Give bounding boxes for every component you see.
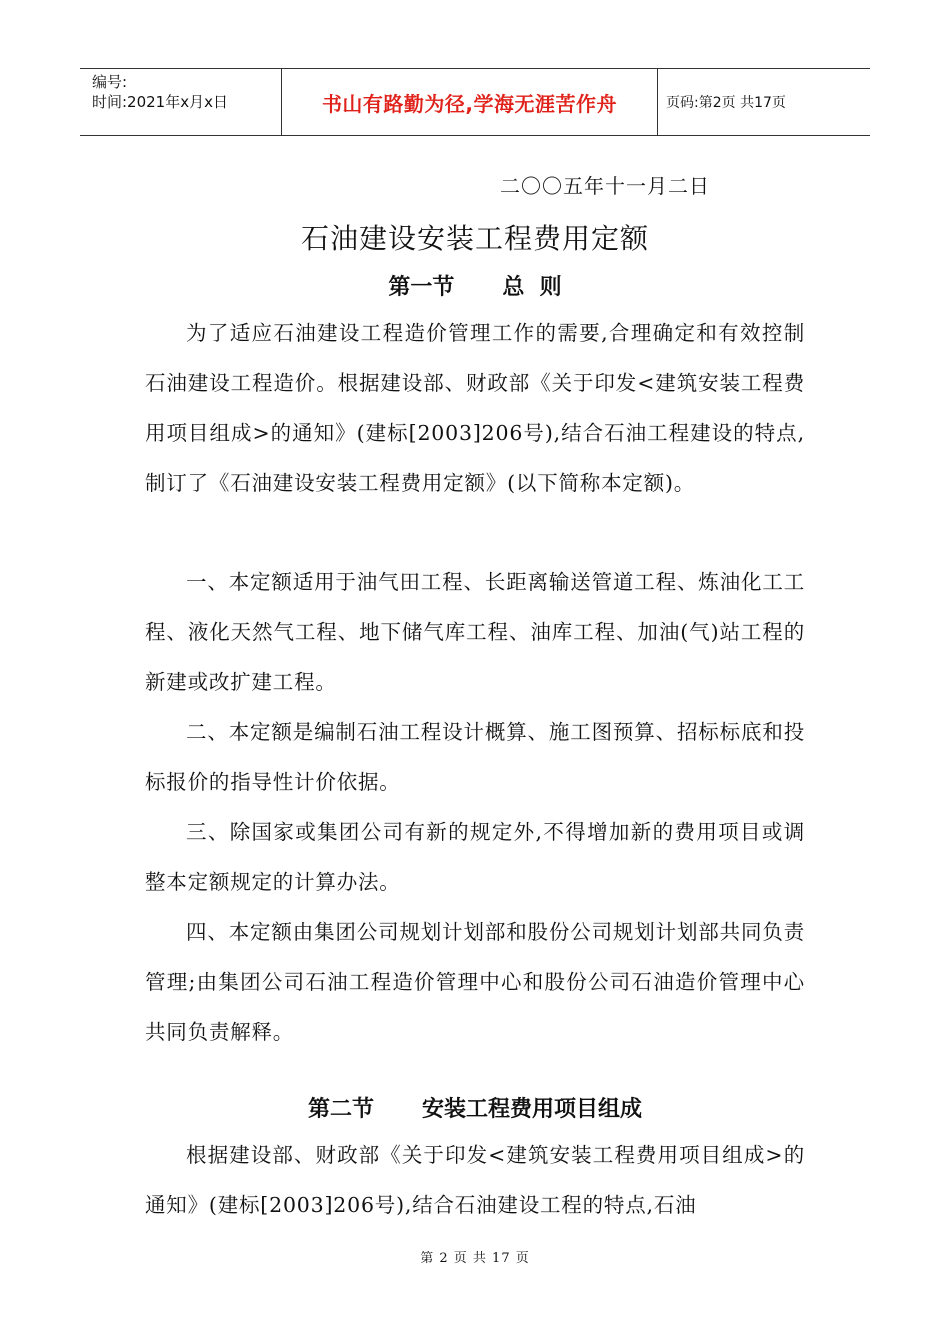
header-motto-cell <box>282 69 658 135</box>
item-paragraph-3: 三、除国家或集团公司有新的规定外,不得增加新的费用项目或调整本定额规定的计算办法。 <box>145 820 805 894</box>
document-date: 二〇〇五年十一月二日 <box>500 174 710 198</box>
section-2-number: 第二节 <box>307 1097 374 1122</box>
section-2-paragraph: 根据建设部、财政部《关于印发<建筑安装工程费用项目组成>的通知》(建标[2003]206号),结合石油建设工程的特点,石油 <box>145 1143 805 1217</box>
intro-paragraph: 为了适应石油建设工程造价管理工作的需要,合理确定和有效控制石油建设工程造价。根据建设部、财政部《关于印发<建筑安装工程费用项目组成>的通知》(建标[2003]206号),结合石油工程建设的特点,制订了《石油建设安装工程费用定额》(以下简称本定额)。 <box>145 321 805 495</box>
section-1-number: 第一节 <box>388 275 455 300</box>
header-meta-cell <box>80 69 282 135</box>
section-2-heading <box>0 1092 950 1123</box>
header-page-label: 页码:第2页 共17页 <box>666 95 786 111</box>
header-motto: 书山有路勤为径,学海无涯苦作舟 <box>321 91 618 116</box>
page-header <box>80 68 870 136</box>
section-1-heading <box>0 270 950 301</box>
header-page-cell <box>658 69 870 135</box>
section-2-name: 安装工程费用项目组成 <box>422 1097 643 1122</box>
item-paragraph-4: 四、本定额由集团公司规划计划部和股份公司规划计划部共同负责管理;由集团公司石油工程造价管理中心和股份公司石油造价管理中心共同负责解释。 <box>145 920 805 1044</box>
page-footer: 第 2 页 共 17 页 <box>420 1251 530 1266</box>
section-1-name: 总 则 <box>502 275 562 300</box>
header-number-label: 编号: <box>92 73 128 91</box>
item-paragraph-1: 一、本定额适用于油气田工程、长距离输送管道工程、炼油化工工程、液化天然气工程、地下储气库工程、油库工程、加油(气)站工程的新建或改扩建工程。 <box>145 570 805 694</box>
document-title: 石油建设安装工程费用定额 <box>300 222 649 255</box>
header-time-label: 时间:2021年x月x日 <box>92 93 228 111</box>
item-paragraph-2: 二、本定额是编制石油工程设计概算、施工图预算、招标标底和投标报价的指导性计价依据。 <box>145 720 805 794</box>
